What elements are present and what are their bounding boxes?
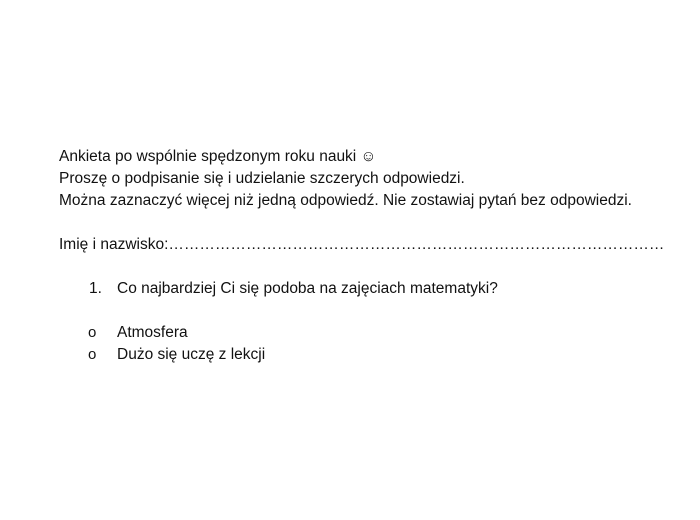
survey-document (59, 146, 679, 366)
spacer (59, 212, 679, 234)
option-label: Dużo się uczę z lekcji (117, 346, 266, 363)
instruction-multiple-choice: Można zaznaczyć więcej niż jedną odpowiedź. Nie zostawiaj pytań bez odpowiedzi. (59, 192, 632, 209)
circle-bullet-icon[interactable]: o (88, 324, 97, 341)
spacer (59, 256, 679, 278)
instruction-sign: Proszę o podpisanie się i udzielanie szczerych odpowiedzi. (59, 170, 465, 187)
question-1 (89, 278, 679, 300)
spacer (59, 300, 679, 322)
name-field-line: Imię i nazwisko:…………………………………………………………………………………… (59, 236, 665, 253)
option-duzo-sie-ucze[interactable] (88, 344, 679, 366)
option-label: Atmosfera (117, 324, 188, 341)
survey-title: Ankieta po wspólnie spędzonym roku nauki ☺ (59, 148, 377, 165)
question-number: 1. (89, 280, 102, 297)
question-text: Co najbardziej Ci się podoba na zajęciach matematyki? (117, 280, 498, 297)
circle-bullet-icon[interactable]: o (88, 346, 97, 363)
option-atmosfera[interactable] (88, 322, 679, 344)
